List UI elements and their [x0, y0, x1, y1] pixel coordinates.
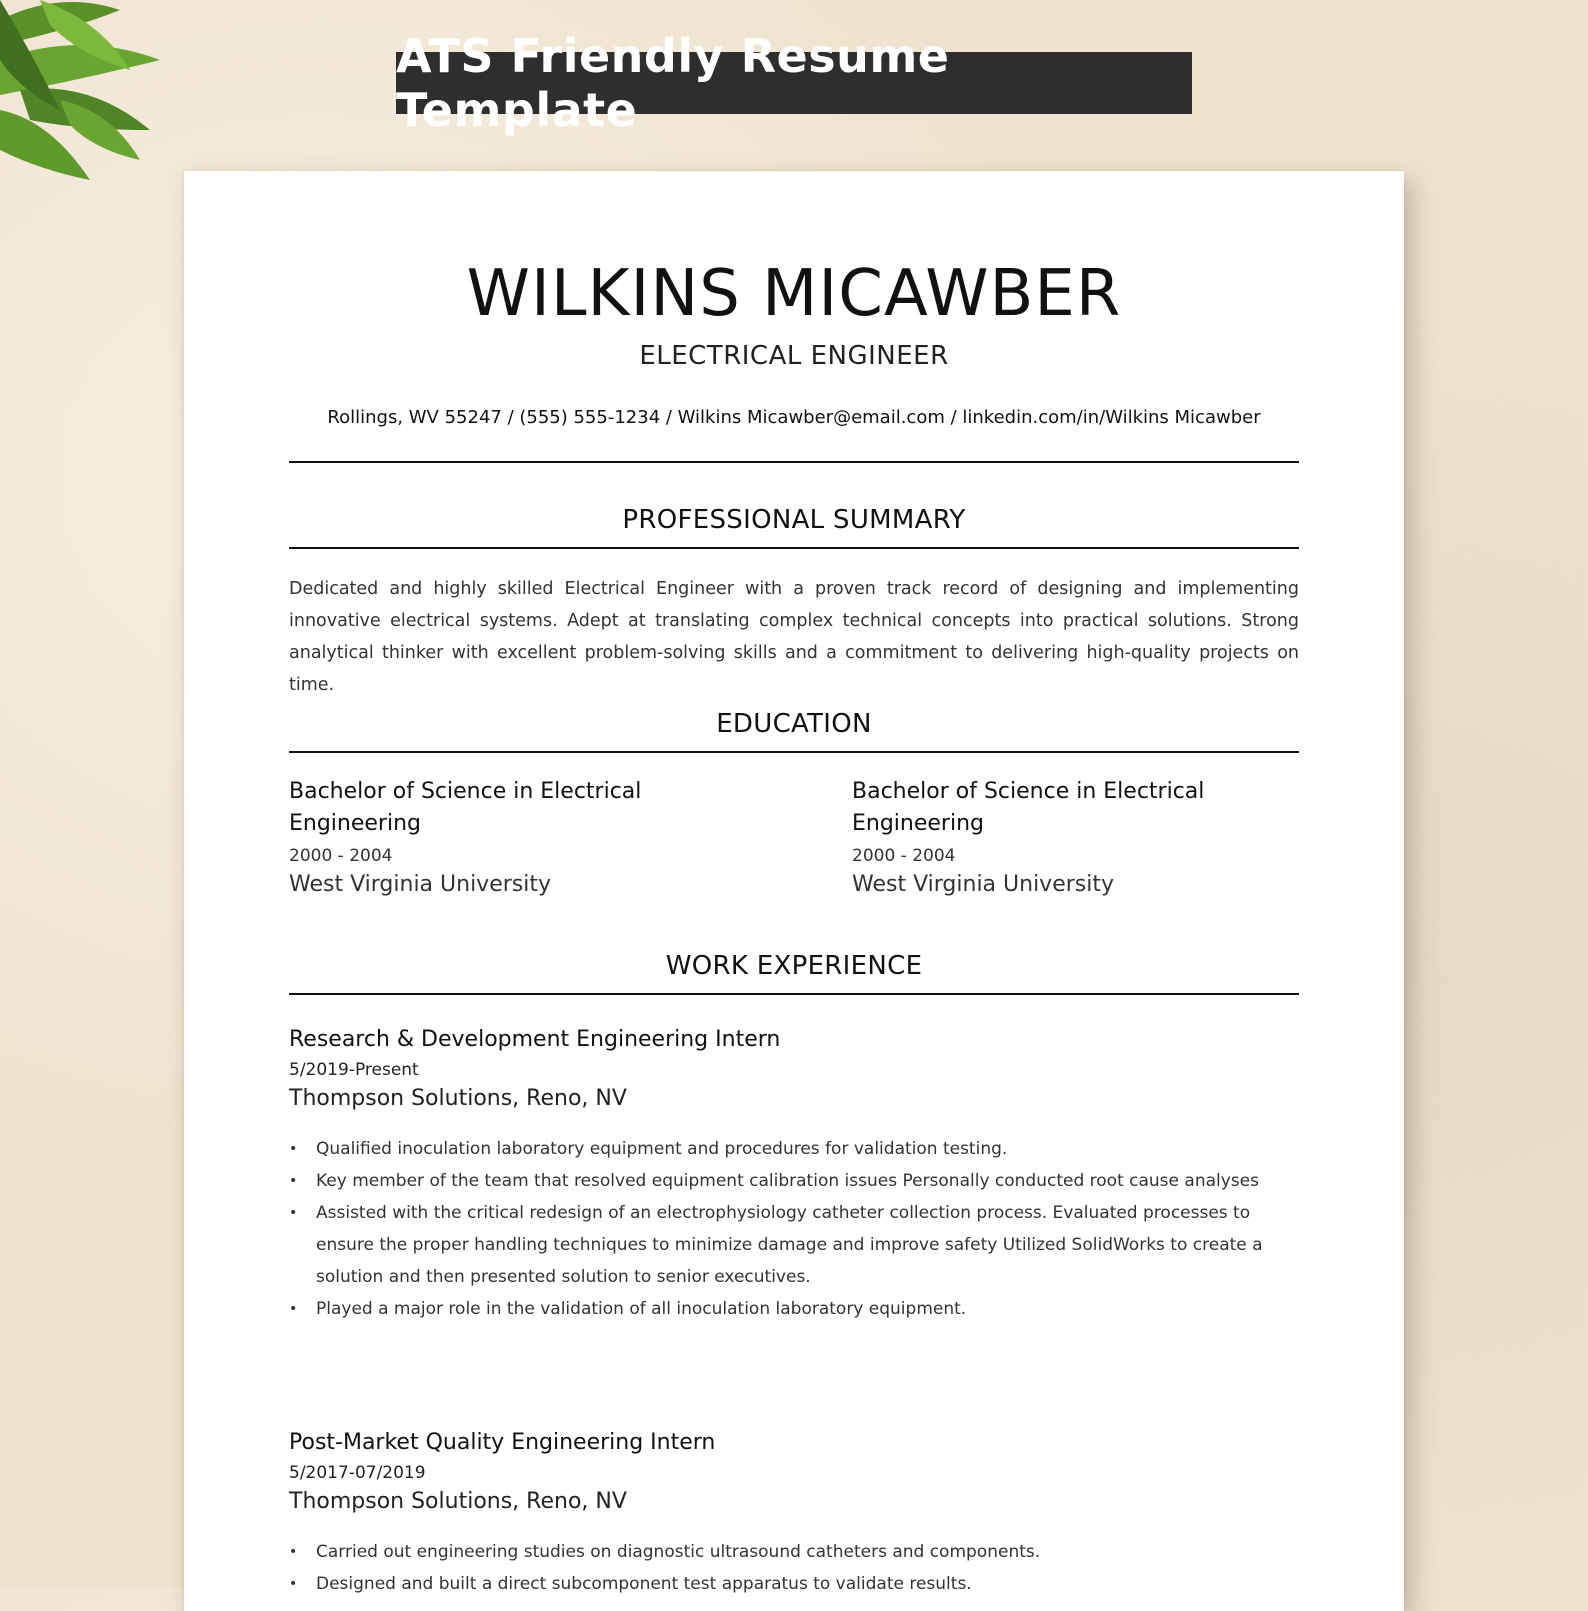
experience-heading: WORK EXPERIENCE [665, 951, 923, 981]
bullet-item [289, 1568, 1299, 1600]
job-entry [289, 1027, 1299, 1325]
bullet-glyph: • [289, 1141, 298, 1157]
bullet-glyph: • [289, 1173, 298, 1189]
bullet-text: Qualified inoculation laboratory equipment and procedures for validation testing. [316, 1139, 1008, 1159]
contact-line: Rollings, WV 55247 / (555) 555-1234 / Wilkins Micawber@email.com / linkedin.com/in/Wilkins Micawber [327, 407, 1261, 428]
summary-heading: PROFESSIONAL SUMMARY [622, 505, 966, 535]
template-banner [396, 29, 1192, 137]
education-entry [852, 776, 1292, 897]
degree-title: Bachelor of Science in Electrical Engineering [289, 779, 642, 836]
job-dates: 5/2017-07/2019 [289, 1463, 426, 1483]
job-entry [289, 1430, 1299, 1600]
education-entry [289, 776, 729, 897]
banner-title: ATS Friendly Resume Template [396, 29, 950, 137]
bullet-item [289, 1197, 1299, 1293]
education-heading: EDUCATION [716, 709, 872, 739]
resume-content [289, 171, 1299, 1611]
bullet-glyph: • [289, 1544, 298, 1560]
bullet-item [289, 1165, 1299, 1197]
job-dates: 5/2019-Present [289, 1060, 419, 1080]
header-divider [289, 461, 1299, 463]
education-divider [289, 751, 1299, 753]
job-title: Post-Market Quality Engineering Intern [289, 1430, 716, 1455]
degree-years: 2000 - 2004 [852, 846, 956, 866]
bullet-text: Played a major role in the validation of all inoculation laboratory equipment. [316, 1299, 967, 1319]
bullet-text: Assisted with the critical redesign of an electrophysiology catheter collection process. Evaluated processes to ensure the proper handling techniques to minimize damage and improve safety Utilized SolidWorks to create a solution and then presented solution to senior executives. [316, 1203, 1263, 1287]
bullet-item [289, 1133, 1299, 1165]
school-name: West Virginia University [289, 872, 552, 897]
resume-page [184, 171, 1404, 1611]
summary-text: Dedicated and highly skilled Electrical Engineer with a proven track record of designing and implementing innovative electrical systems. Adept at translating complex technical concepts into practical solutions. Strong analytical thinker with excellent problem-solving skills and a commitment to delivering high-quality projects on time. [289, 579, 1299, 695]
school-name: West Virginia University [852, 872, 1115, 897]
degree-title: Bachelor of Science in Electrical Engineering [852, 779, 1205, 836]
bullet-item [289, 1293, 1299, 1325]
job-bullets [289, 1536, 1299, 1600]
plant-decoration [0, 0, 200, 200]
job-bullets [289, 1133, 1299, 1325]
bullet-text: Key member of the team that resolved equipment calibration issues Personally conducted root cause analyses [316, 1171, 1259, 1191]
summary-divider [289, 547, 1299, 549]
bullet-text: Carried out engineering studies on diagnostic ultrasound catheters and components. [316, 1542, 1041, 1562]
bullet-item [289, 1536, 1299, 1568]
bullet-text: Designed and built a direct subcomponent test apparatus to validate results. [316, 1574, 972, 1594]
candidate-role: ELECTRICAL ENGINEER [639, 341, 949, 371]
job-company: Thompson Solutions, Reno, NV [289, 1086, 627, 1111]
bullet-glyph: • [289, 1301, 298, 1317]
candidate-name: WILKINS MICAWBER [466, 257, 1122, 331]
degree-years: 2000 - 2004 [289, 846, 393, 866]
bullet-glyph: • [289, 1205, 298, 1221]
bullet-glyph: • [289, 1576, 298, 1592]
job-title: Research & Development Engineering Intern [289, 1027, 781, 1052]
job-company: Thompson Solutions, Reno, NV [289, 1489, 627, 1514]
experience-divider [289, 993, 1299, 995]
